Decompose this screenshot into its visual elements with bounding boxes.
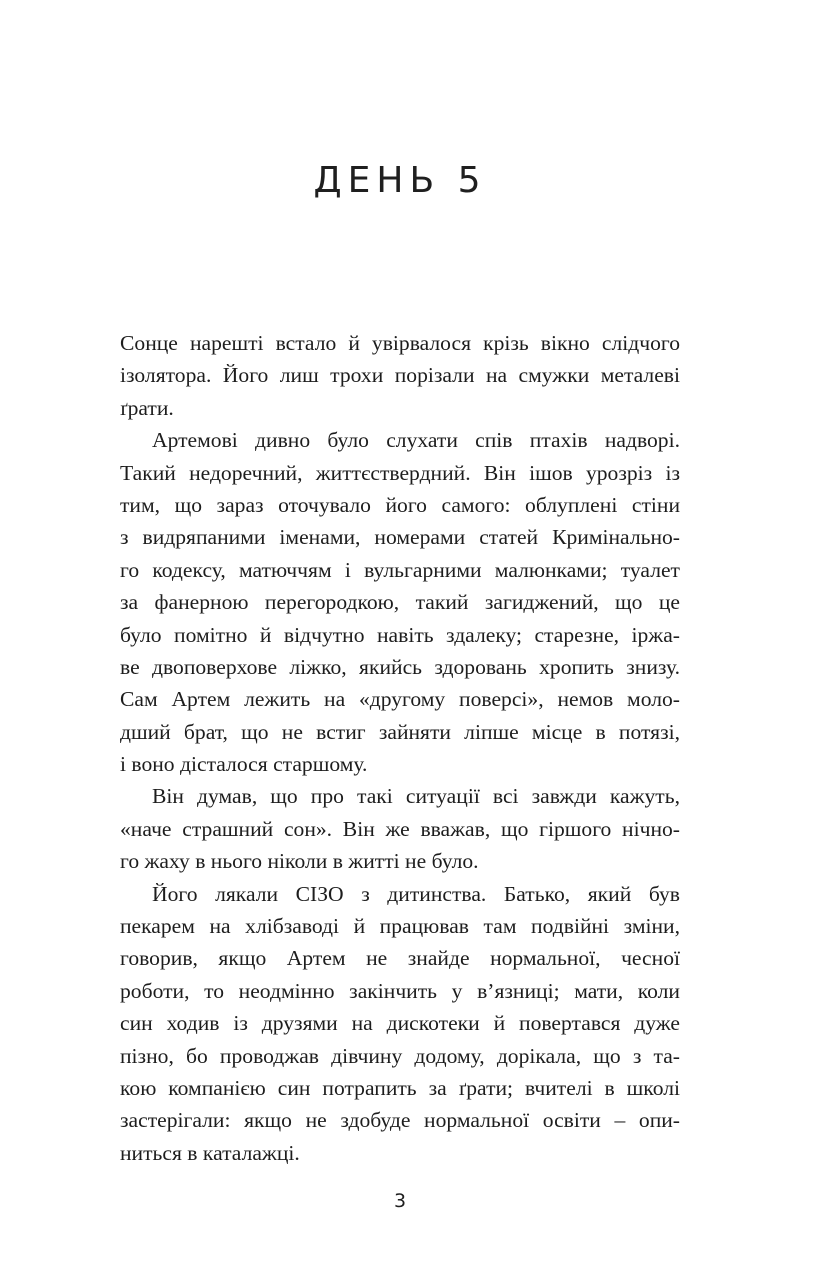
text-line: з видряпаними іменами, номерами статей Кримінально-: [120, 525, 680, 550]
text-line: застерігали: якщо не здобуде нормальної освіти – опи-: [120, 1108, 680, 1133]
text-line: було помітно й відчутно навіть здалеку; старезне, іржа-: [120, 622, 680, 647]
text-line: пекарем на хлібзаводі й працював там подвійні зміни,: [120, 914, 680, 939]
text-line: ізолятора. Його лиш трохи порізали на смужки металеві: [120, 363, 680, 388]
text-line: дший брат, що не встиг зайняти ліпше місце в потязі,: [120, 719, 680, 744]
text-line: ве двоповерхове ліжко, якийсь здоровань хропить знизу.: [120, 654, 680, 679]
text-line: і воно дісталося старшому.: [120, 752, 368, 777]
text-line: ґрати.: [120, 395, 174, 420]
text-line: Сам Артем лежить на «другому поверсі», немов моло-: [120, 687, 680, 712]
text-line: «наче страшний сон». Він же вважав, що гіршого нічно-: [120, 816, 680, 841]
text-line: Такий недоречний, життєствердний. Він ішов урозріз із: [120, 460, 680, 485]
text-line: говорив, якщо Артем не знайде нормальної, чесної: [120, 946, 680, 971]
chapter-title: ДЕНЬ 5: [313, 160, 487, 201]
text-line: Артемові дивно було слухати спів птахів надворі.: [152, 428, 680, 453]
text-line: роботи, то неодмінно закінчить у в’язниці; мати, коли: [120, 978, 680, 1003]
text-line: го жаху в нього ніколи в житті не було.: [120, 849, 479, 874]
text-line: ниться в каталажці.: [120, 1140, 300, 1165]
text-line: кою компанією син потрапить за ґрати; вчителі в школі: [120, 1075, 680, 1100]
text-line: Сонце нарешті встало й увірвалося крізь вікно слідчого: [120, 331, 680, 355]
text-line: пізно, бо проводжав дівчину додому, дорікала, що з та-: [120, 1043, 680, 1068]
text-line: за фанерною перегородкою, такий загиджений, що це: [120, 590, 680, 615]
body-text: [120, 327, 680, 1169]
text-line: Він думав, що про такі ситуації всі завжди кажуть,: [152, 784, 680, 809]
text-line: тим, що зараз оточувало його самого: облуплені стіни: [120, 492, 680, 517]
text-line: го кодексу, матюччям і вульгарними малюнками; туалет: [120, 557, 680, 582]
page-number: 3: [393, 1190, 407, 1212]
text-line: Його лякали СІЗО з дитинства. Батько, який був: [152, 881, 680, 906]
text-line: син ходив із друзями на дискотеки й повертався дуже: [120, 1011, 680, 1036]
